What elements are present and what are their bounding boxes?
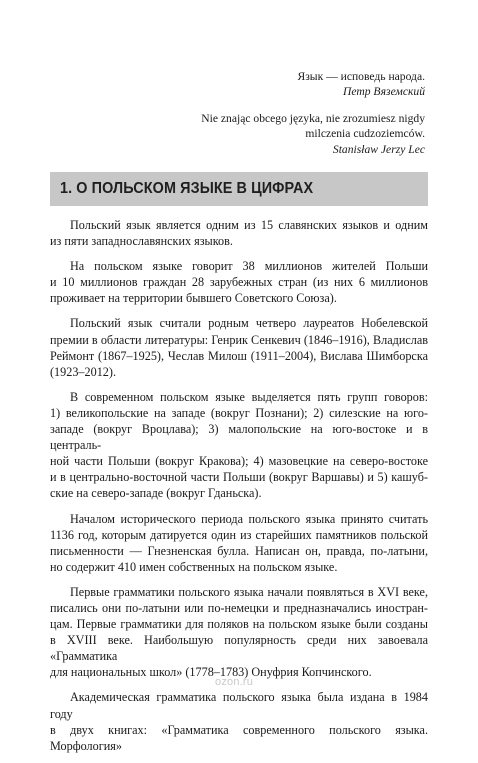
- paragraph: [50, 389, 428, 502]
- paragraph-line: из пяти западнославянских языков.: [50, 234, 233, 249]
- paragraph: [50, 217, 428, 249]
- epigraph-author: Петр Вяземский: [343, 85, 425, 99]
- paragraph: [50, 689, 428, 753]
- paragraph: [50, 258, 428, 306]
- paragraph-line: западе (вокруг Вроцлава); 3) малопольские на юго-востоке и в централь-: [50, 422, 428, 453]
- paragraph: [50, 511, 428, 575]
- paragraph: [50, 584, 428, 681]
- epigraph: [95, 111, 425, 157]
- paragraph-line: цам. Первые грамматики для поляков на польском языке были созданы: [50, 617, 428, 632]
- paragraph-line: для национальных школ» (1778–1783) Онуфрия Копчинского.: [50, 665, 372, 680]
- paragraph-line: 1) великопольские на западе (вокруг Познани); 2) силезские на юго-: [50, 405, 428, 420]
- epigraph-quote-line: Язык — исповедь народа.: [297, 70, 425, 83]
- epigraph: [95, 69, 425, 100]
- epigraph-author: Stanisław Jerzy Lec: [332, 142, 425, 156]
- paragraph-line: в XVIII веке. Наибольшую популярность среди них завоевала «Грамматика: [50, 633, 428, 664]
- paragraph-line: На польском языке говорит 38 миллионов жителей Польши: [70, 259, 428, 274]
- paragraph-line: Польский язык считали родным четверо лауреатов Нобелевской: [70, 316, 428, 331]
- paragraph-line: и в центрально-восточной части Польши (вокруг Варшавы) и 5) кашуб-: [50, 470, 428, 485]
- paragraph-line: Академическая грамматика польского языка была издана в 1984 году: [50, 690, 428, 721]
- paragraph-line: Первые грамматики польского языка начали появляться в XVI веке,: [70, 584, 428, 599]
- paragraph-line: Польский язык является одним из 15 славянских языков и одним: [70, 218, 428, 232]
- paragraph-line: проживает на территории бывшего Советского Союза).: [50, 291, 337, 306]
- paragraph-line: и 10 миллионов граждан 28 зарубежных стран (из них 6 миллионов: [50, 275, 428, 290]
- paragraph-line: 1136 год, которым датируется один из старейших памятников польской: [50, 527, 428, 542]
- watermark: ozon.ru: [215, 676, 254, 688]
- epigraph-quote-line: milczenia cudzoziemców.: [305, 127, 425, 141]
- paragraph-line: письменности — Гнезненская булла. Написан он, правда, по-латыни,: [50, 543, 428, 558]
- paragraph-line: в двух книгах: «Грамматика современного польского языка. Морфология»: [50, 722, 428, 753]
- paragraph-line: В современном польском языке выделяется пять групп говоров:: [70, 389, 428, 404]
- paragraph-line: но содержит 410 имен собственных на польском языке.: [50, 559, 338, 574]
- epigraph-quote-line: Nie znając obcego języka, nie zrozumiesz nigdy: [201, 111, 425, 125]
- epigraphs: [95, 69, 425, 157]
- chapter-heading-bar: [50, 172, 428, 206]
- paragraph-line: Началом исторического периода польского языка принято считать: [70, 511, 428, 526]
- paragraph-line: писались они по-латыни или по-немецки и предназначались иностран-: [50, 600, 428, 615]
- paragraph-line: ной части Польши (вокруг Кракова); 4) мазовецкие на северо-востоке: [50, 454, 428, 469]
- paragraph-line: Реймонт (1867–1925), Чеслав Милош (1911–2004), Вислава Шимборска: [50, 348, 428, 363]
- paragraph-line: премии в области литературы: Генрик Сенкевич (1846–1916), Владислав: [50, 332, 428, 347]
- paragraph-line: ские на северо-западе (вокруг Гданьска).: [50, 486, 262, 501]
- paragraph: [50, 315, 428, 379]
- paragraph-line: (1923–2012).: [50, 364, 117, 379]
- chapter-heading: 1. О ПОЛЬСКОМ ЯЗЫКЕ В ЦИФРАХ: [60, 180, 314, 197]
